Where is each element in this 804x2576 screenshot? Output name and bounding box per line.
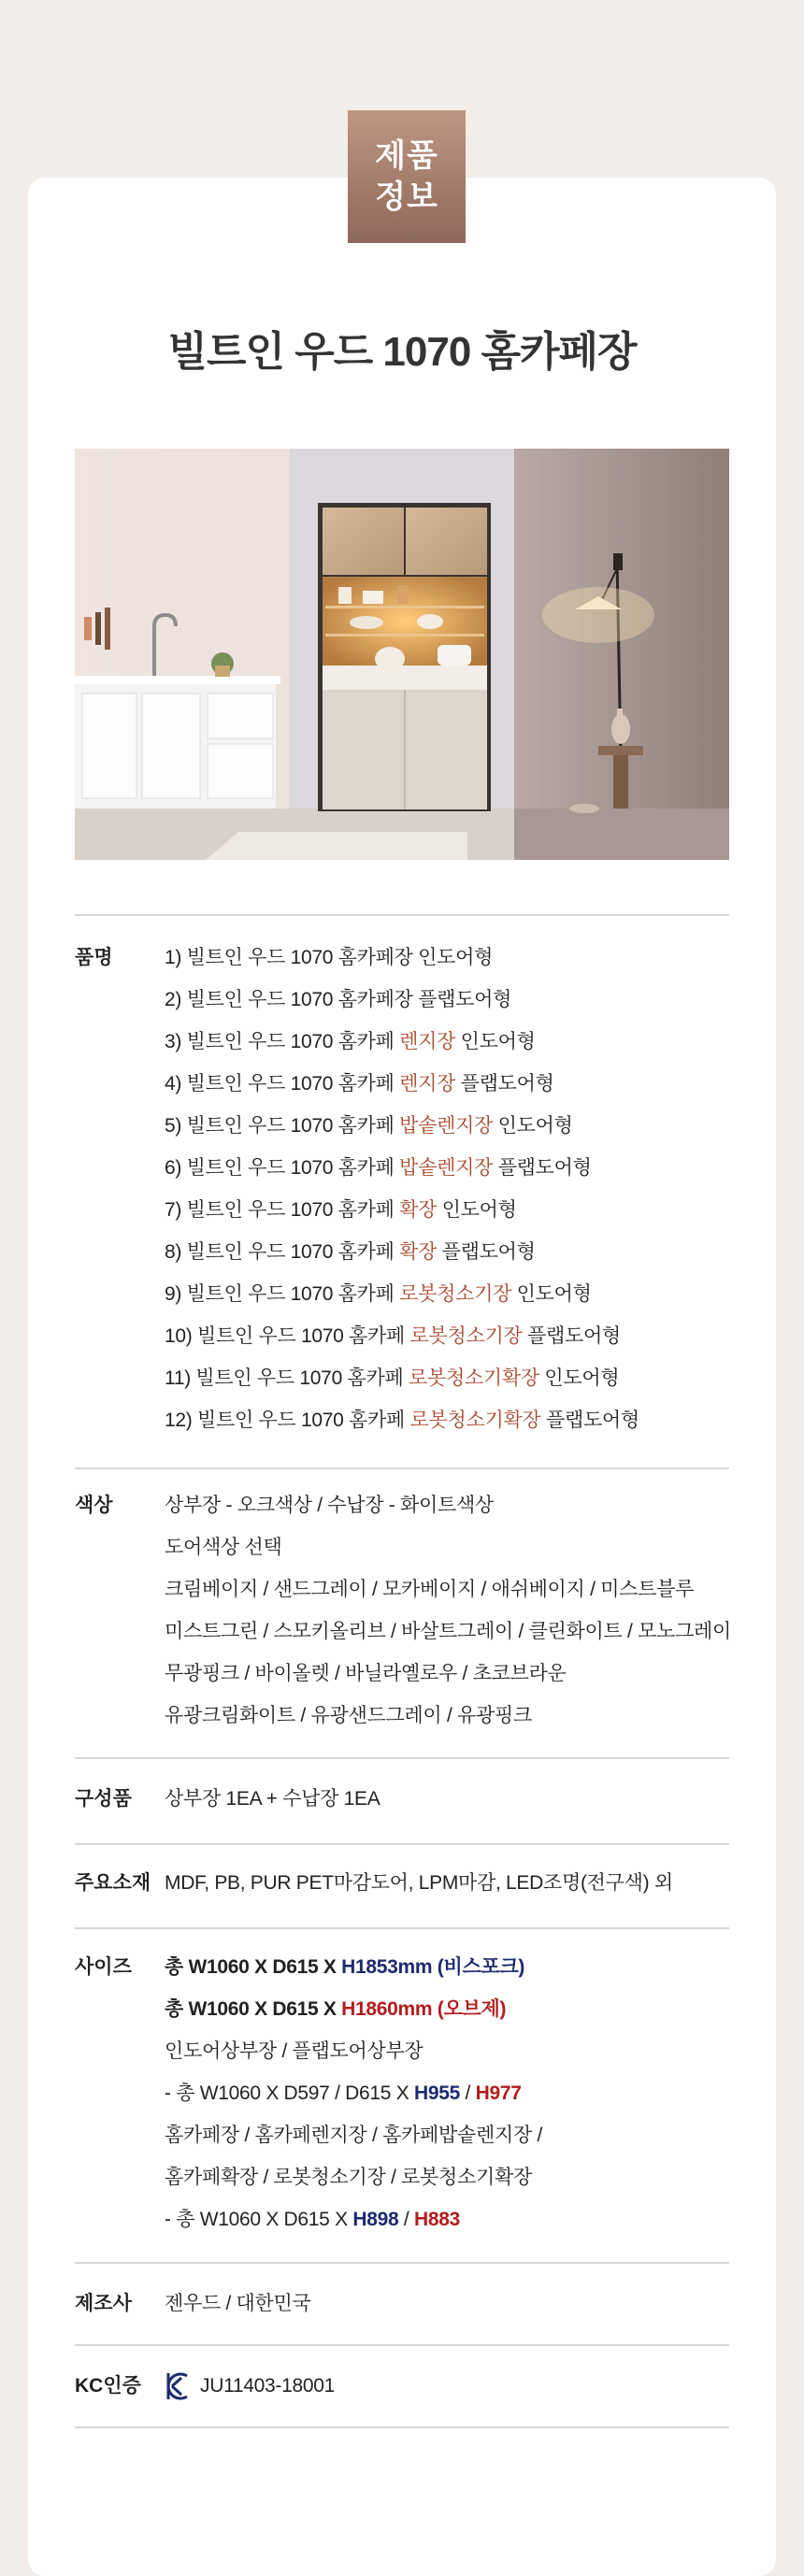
list-item: 5) 빌트인 우드 1070 홈카페 밥솥렌지장 인도어형 (165, 1115, 573, 1137)
size-upper: - 총 W1060 X D597 / D615 X H955 / H977 (165, 2082, 522, 2104)
list-item: 7) 빌트인 우드 1070 홈카페 확장 인도어형 (165, 1199, 517, 1221)
size-total-bespoke: 총 W1060 X D615 X H1853mm (비스포크) (165, 1956, 525, 1978)
spec-value (165, 2365, 735, 2407)
list-item: 10) 빌트인 우드 1070 홈카페 로봇청소기장 플랩도어형 (165, 1325, 621, 1347)
divider (75, 1927, 729, 1929)
spec-label: 제조사 (75, 2293, 132, 2314)
divider (75, 2344, 729, 2346)
kc-mark-icon (165, 2370, 191, 2402)
list-item: 상부장 - 오크색상 / 수납장 - 화이트색상 (165, 1495, 494, 1516)
spec-value: 젠우드 / 대한민국 (165, 2293, 311, 2314)
spec-label: 구성품 (75, 1788, 132, 1810)
spec-value: 상부장 1EA + 수납장 1EA (165, 1788, 380, 1810)
product-name-list (165, 937, 735, 1441)
list-item: 인도어상부장 / 플랩도어상부장 (165, 2040, 424, 2062)
list-item: 크림베이지 / 샌드그레이 / 모카베이지 / 애쉬베이지 / 미스트블루 (165, 1579, 695, 1600)
divider (75, 1467, 729, 1469)
product-title: 빌트인 우드 1070 홈카페장 (167, 329, 637, 375)
list-item: 4) 빌트인 우드 1070 홈카페 렌지장 플랩도어형 (165, 1073, 554, 1095)
badge-line-2: 정보 (375, 179, 438, 215)
size-list (165, 1946, 735, 2240)
size-lower: - 총 W1060 X D615 X H898 / H883 (165, 2209, 460, 2230)
divider (75, 2262, 729, 2264)
spec-label: 사이즈 (75, 1956, 132, 1978)
list-item: 6) 빌트인 우드 1070 홈카페 밥솥렌지장 플랩도어형 (165, 1157, 592, 1179)
spec-label: 색상 (75, 1495, 113, 1516)
list-item: 3) 빌트인 우드 1070 홈카페 렌지장 인도어형 (165, 1031, 536, 1052)
spec-value: MDF, PB, PUR PET마감도어, LPM마감, LED조명(전구색) 외 (165, 1872, 673, 1894)
list-item: 1) 빌트인 우드 1070 홈카페장 인도어형 (165, 947, 494, 968)
spec-label: KC인증 (75, 2375, 141, 2397)
spec-label: 품명 (75, 947, 113, 968)
section-badge (348, 110, 466, 243)
list-item: 2) 빌트인 우드 1070 홈카페장 플랩도어형 (165, 989, 512, 1010)
product-photo (75, 449, 729, 860)
divider (75, 914, 729, 916)
spec-label: 주요소재 (75, 1872, 151, 1894)
divider (75, 1757, 729, 1759)
list-item: 미스트그린 / 스모키올리브 / 바살트그레이 / 클린화이트 / 모노그레이 (165, 1621, 732, 1642)
divider (75, 1843, 729, 1845)
list-item: 12) 빌트인 우드 1070 홈카페 로봇청소기확장 플랩도어형 (165, 1410, 639, 1431)
list-item: 홈카페장 / 홈카페렌지장 / 홈카페밥솥렌지장 / (165, 2125, 543, 2146)
color-list (165, 1484, 735, 1737)
divider (75, 2426, 729, 2428)
size-total-objet: 총 W1060 X D615 X H1860mm (오브제) (165, 1998, 507, 2020)
list-item: 11) 빌트인 우드 1070 홈카페 로봇청소기확장 인도어형 (165, 1367, 620, 1389)
list-item: 8) 빌트인 우드 1070 홈카페 확장 플랩도어형 (165, 1241, 536, 1263)
list-item: 무광핑크 / 바이올렛 / 바닐라옐로우 / 초코브라운 (165, 1663, 567, 1684)
list-item: 9) 빌트인 우드 1070 홈카페 로봇청소기장 인도어형 (165, 1283, 592, 1305)
list-item: 도어색상 선택 (165, 1537, 282, 1558)
kc-number: JU11403-18001 (200, 2375, 335, 2397)
badge-line-1: 제품 (375, 138, 438, 174)
list-item: 유광크림화이트 / 유광샌드그레이 / 유광핑크 (165, 1705, 532, 1726)
list-item: 홈카페확장 / 로봇청소기장 / 로봇청소기확장 (165, 2167, 532, 2188)
